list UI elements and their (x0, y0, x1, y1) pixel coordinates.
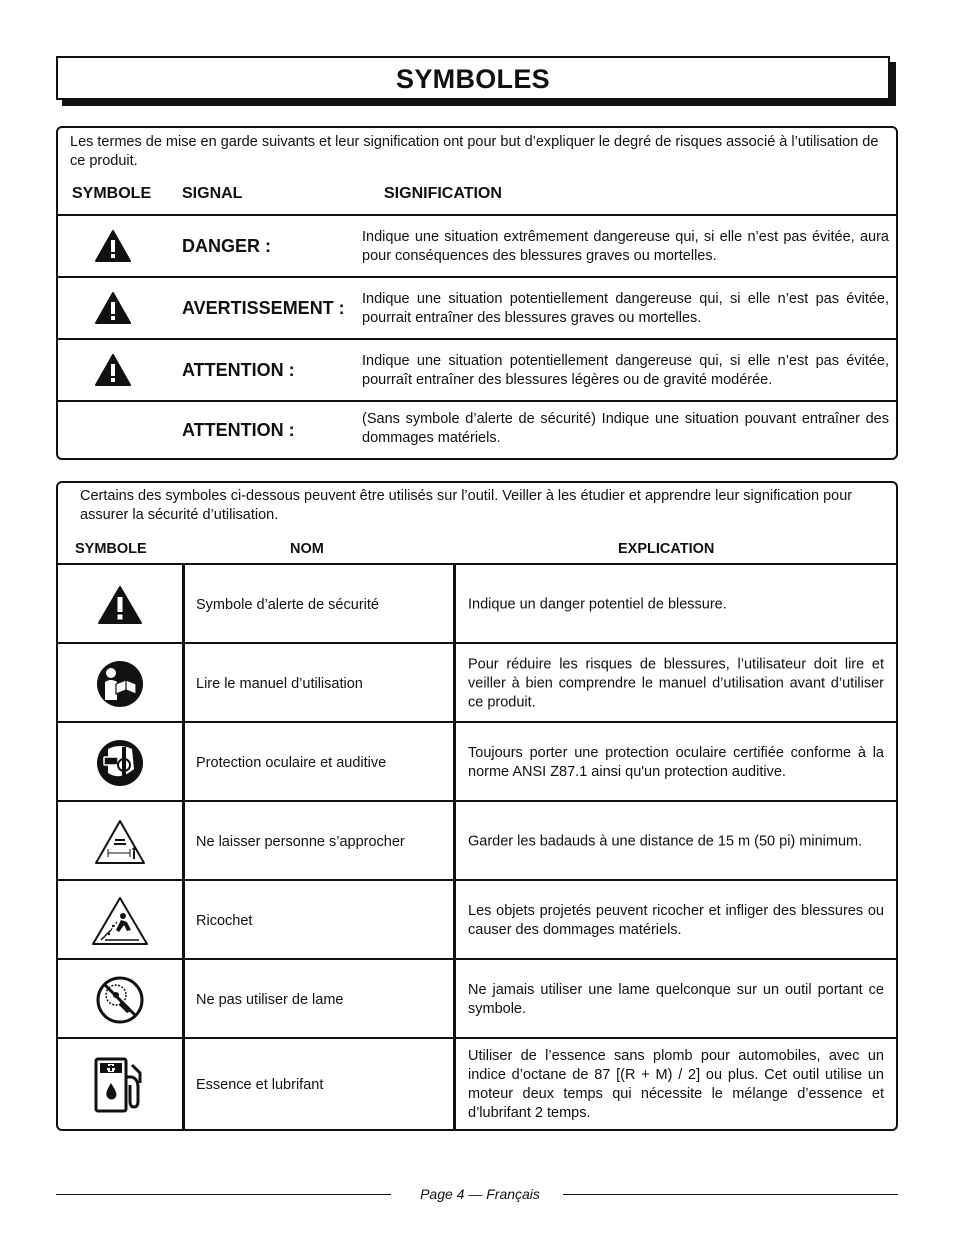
title-box (56, 56, 890, 100)
page-title: SYMBOLES (396, 64, 550, 94)
header-explication: EXPLICATION (618, 541, 715, 557)
symbol-row (58, 1037, 896, 1131)
signal-text: Indique une situation potentiellement dangereuse qui, si elle n’est pas évitée, pourrait entraîner des blessures graves ou mortelles. (362, 291, 889, 326)
header-symbole: SYMBOLE (75, 541, 147, 557)
header-signal: SIGNAL (182, 185, 243, 202)
symbol-row (58, 958, 896, 1039)
safety-alert-icon (95, 230, 131, 262)
keep-away-icon (94, 819, 146, 865)
symbol-explanation: Garder les badauds à une distance de 15 m (50 pi) minimum. (468, 833, 863, 849)
signal-label: ATTENTION : (182, 420, 295, 440)
symbol-name: Protection oculaire et auditive (196, 754, 387, 771)
safety-alert-icon (95, 292, 131, 324)
symbol-row (58, 721, 896, 802)
footer-rule-left (56, 1194, 391, 1195)
symbol-explanation: Ne jamais utiliser une lame quelconque sur un outil portant ce symbole. (468, 981, 884, 1017)
symbol-row (58, 800, 896, 881)
eye-ear-protection-icon (96, 739, 144, 787)
symbol-explanation: Utiliser de l’essence sans plomb pour automobiles, avec un indice d’octane de 87 [(R + M) / 2] ou plus. Cet outil utilise un moteur deux temps qui nécessite le mélange d’essence et d’lubrifant 2 temps. (468, 1048, 884, 1121)
signal-text: (Sans symbole d’alerte de sécurité) Indique une situation pouvant entraîner des dommages matériels. (362, 411, 889, 446)
footer-rule-right (563, 1194, 898, 1195)
symbol-explanation: Indique un danger potentiel de blessure. (468, 596, 727, 612)
safety-alert-icon (97, 585, 143, 625)
signal-label: DANGER : (182, 236, 271, 256)
ricochet-icon (91, 896, 149, 946)
header-nom: NOM (290, 541, 324, 557)
symbol-row (58, 879, 896, 960)
signal-row-attention-no-symbol (58, 400, 896, 460)
page-footer: Page 4 — Français (420, 1186, 540, 1202)
symbol-row (58, 563, 896, 644)
signal-words-box (56, 126, 898, 460)
signal-row-danger (58, 214, 896, 278)
no-blade-icon (95, 975, 145, 1025)
symbols-box (56, 481, 898, 1131)
signal-text: Indique une situation potentiellement dangereuse qui, si elle n’est pas évitée, pourraît entraîner des blessures légères ou de gravité modérée. (362, 353, 889, 388)
safety-alert-icon (95, 354, 131, 386)
symbol-name: Lire le manuel d’utilisation (196, 675, 363, 692)
signal-row-avertissement (58, 276, 896, 340)
symbols-intro: Certains des symboles ci-dessous peuvent être utilisés sur l’outil. Veiller à les étudier et apprendre leur signification pour assurer la sécurité d’utilisation. (80, 488, 853, 523)
symbol-name: Ne pas utiliser de lame (196, 991, 344, 1008)
fuel-lubricant-icon (92, 1055, 148, 1115)
signal-intro: Les termes de mise en garde suivants et leur signification ont pour but d’expliquer le degré de risques associé à l’utilisation de ce produit. (70, 134, 879, 169)
signal-row-attention (58, 338, 896, 402)
signal-label: AVERTISSEMENT : (182, 298, 345, 318)
header-symbole: SYMBOLE (72, 185, 152, 202)
symbol-row (58, 642, 896, 723)
symbol-explanation: Toujours porter une protection oculaire certifiée conforme à la norme ANSI Z87.1 ainsi qu'un protection auditive. (468, 744, 884, 780)
signal-label: ATTENTION : (182, 360, 295, 380)
symbol-name: Essence et lubrifant (196, 1077, 324, 1093)
read-manual-icon (96, 660, 144, 708)
header-signification: SIGNIFICATION (384, 185, 502, 202)
signal-text: Indique une situation extrêmement dangereuse qui, si elle n’est pas évitée, aura pour conséquences des blessures graves ou mortelles. (362, 229, 889, 264)
symbol-explanation: Pour réduire les risques de blessures, l’utilisateur doit lire et veiller à bien comprendre le manuel d’utilisation avant d’utiliser ce produit. (468, 656, 884, 710)
symbol-name: Symbole d’alerte de sécurité (196, 596, 379, 613)
symbol-name: Ne laisser personne s’approcher (196, 833, 405, 850)
symbol-name: Ricochet (196, 912, 253, 929)
symbol-explanation: Les objets projetés peuvent ricocher et infliger des blessures ou causer des dommages matériels. (468, 902, 884, 938)
